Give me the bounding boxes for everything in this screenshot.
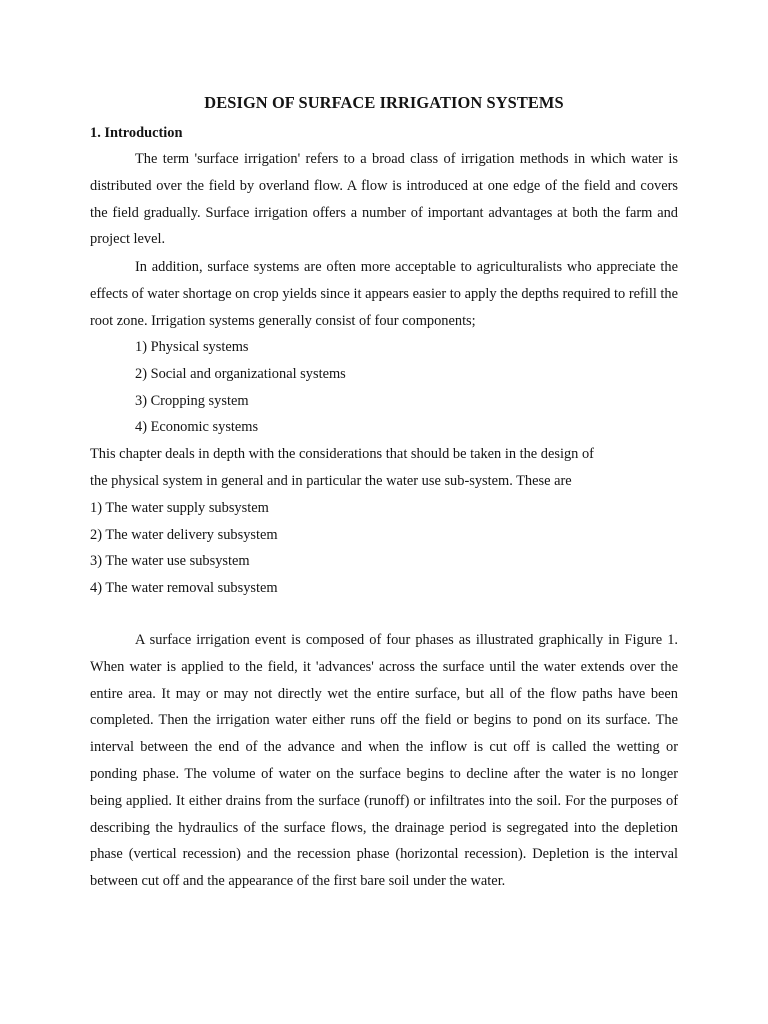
- component-item: 2) Social and organizational systems: [135, 366, 346, 382]
- chapter-text-line: This chapter deals in depth with the considerations that should be taken in the design of: [90, 446, 594, 462]
- component-item: 4) Economic systems: [135, 419, 259, 435]
- subsystem-item: 1) The water supply subsystem: [90, 500, 269, 516]
- document-title: DESIGN OF SURFACE IRRIGATION SYSTEMS: [204, 93, 564, 112]
- component-item: 1) Physical systems: [135, 339, 249, 355]
- subsystem-item: 4) The water removal subsystem: [90, 580, 278, 596]
- subsystem-item: 2) The water delivery subsystem: [90, 527, 278, 543]
- paragraph-intro: The term 'surface irrigation' refers to a broad class of irrigation methods in which water is distributed over the field by overland flow. A flow is introduced at one edge of the field and covers the field gradually. Surface irrigation offers a number of important advantages at both the farm and project level.: [90, 151, 678, 248]
- subsystem-item: 3) The water use subsystem: [90, 553, 250, 569]
- paragraph-irrigation-event: A surface irrigation event is composed of four phases as illustrated graphically in Figure 1. When water is applied to the field, it 'advances' across the surface until the water extends over the entire area. It may or may not directly wet the entire surface, but all of the flow paths have been completed. Then the irrigation water either runs off the field or begins to pond on its surface. The interval between the end of the advance and when the inflow is cut off is called the wetting or ponding phase. The volume of water on the surface begins to decline after the water is no longer being applied. It either drains from the surface (runoff) or infiltrates into the soil. For the purposes of describing the hydraulics of the surface flows, the drainage period is segregated into the depletion phase (vertical recession) and the recession phase (horizontal recession). Depletion is the interval between cut off and the appearance of the first bare soil under the water.: [90, 632, 678, 890]
- chapter-text-line: the physical system in general and in particular the water use sub-system. These are: [90, 473, 572, 489]
- paragraph-addition: In addition, surface systems are often more acceptable to agriculturalists who appreciate the effects of water shortage on crop yields since it appears easier to apply the depths required to refill the root zone. Irrigation systems generally consist of four components;: [90, 259, 678, 329]
- section-heading: 1. Introduction: [90, 125, 183, 141]
- component-item: 3) Cropping system: [135, 393, 249, 409]
